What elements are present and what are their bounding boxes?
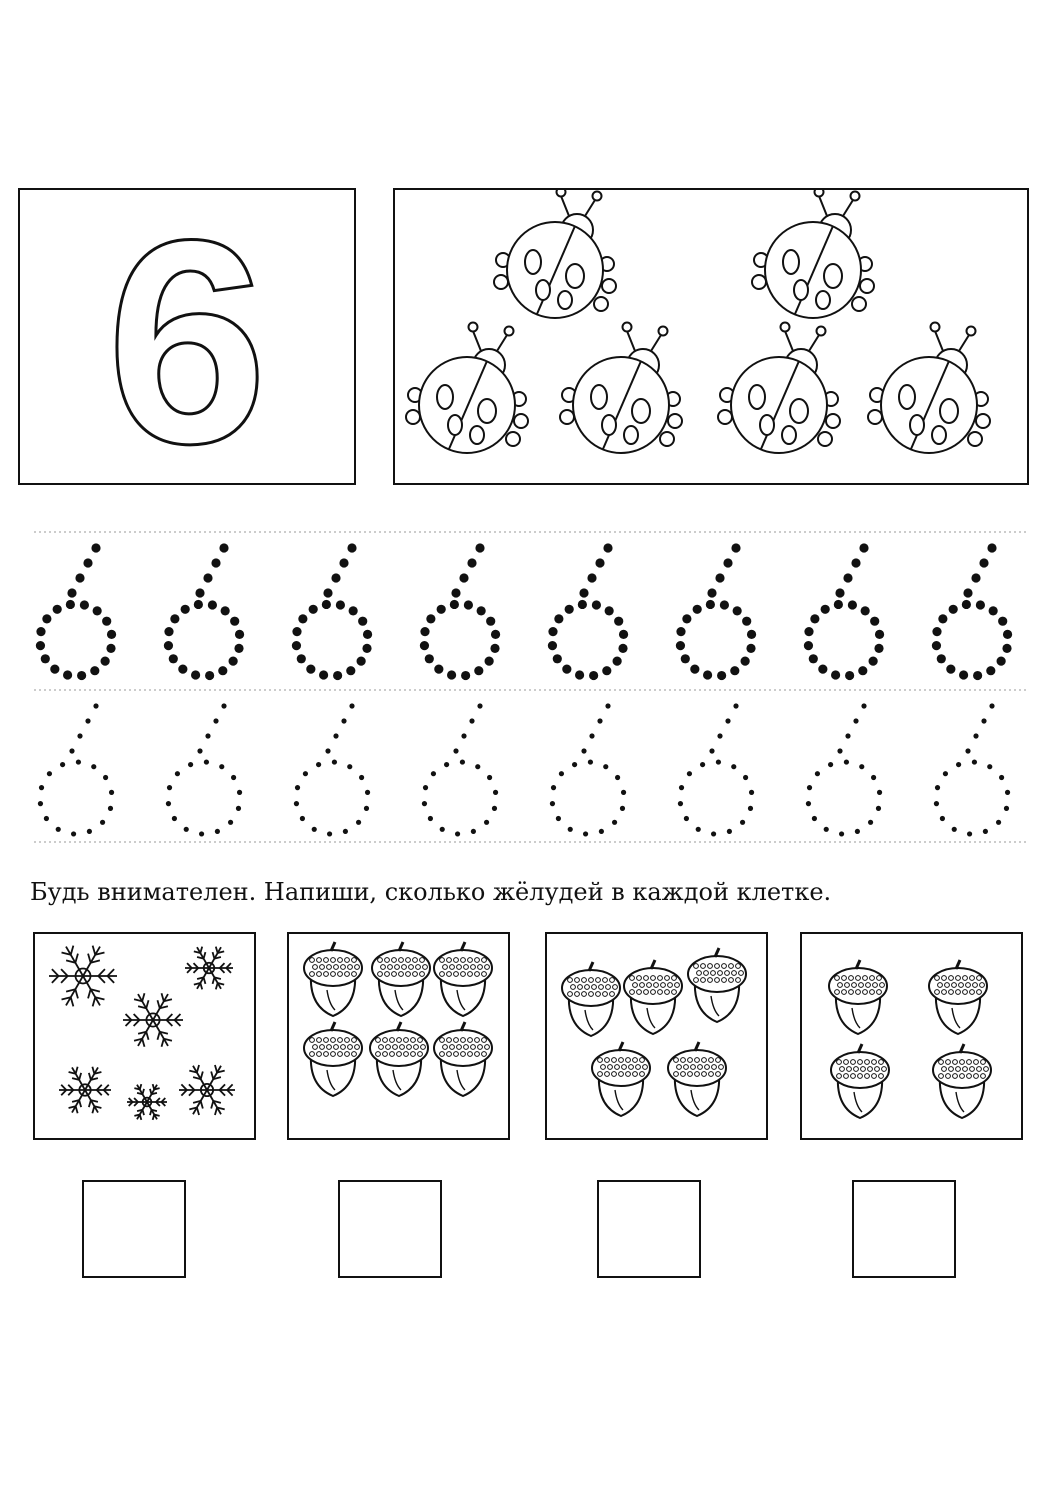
acorn-icon <box>624 960 682 1034</box>
trace-digit-light[interactable] <box>550 703 626 836</box>
trace-digit-bold[interactable] <box>932 543 1012 680</box>
tracing-rows <box>0 520 1050 850</box>
acorn-icon <box>304 942 362 1016</box>
trace-digit-bold[interactable] <box>36 543 116 680</box>
ladybug-group <box>395 190 1027 483</box>
trace-digit-light[interactable] <box>806 703 882 836</box>
snowflake-icon <box>59 1067 111 1113</box>
acorn-group <box>289 934 508 1138</box>
ladybug-icon <box>718 323 840 454</box>
acorn-icon <box>372 942 430 1016</box>
trace-digit-bold[interactable] <box>420 543 500 680</box>
answer-box-4[interactable] <box>852 1180 956 1278</box>
ladybug-icon <box>752 190 874 318</box>
trace-digit-light[interactable] <box>166 703 242 836</box>
ladybug-icon <box>494 190 616 318</box>
trace-digit-bold[interactable] <box>548 543 628 680</box>
answer-box-3[interactable] <box>597 1180 701 1278</box>
trace-digit-light[interactable] <box>422 703 498 836</box>
ladybug-panel <box>393 188 1029 485</box>
task-instruction: Будь внимателен. Напиши, сколько жёлудей в каждой клетке. <box>30 878 832 906</box>
acorn-icon <box>434 1022 492 1096</box>
acorn-icon <box>933 1044 991 1118</box>
trace-digit-light[interactable] <box>678 703 754 836</box>
count-cell-snowflakes <box>33 932 256 1140</box>
trace-digit-light[interactable] <box>934 703 1010 836</box>
acorn-icon <box>434 942 492 1016</box>
acorn-icon <box>688 948 746 1022</box>
numeral-graphic <box>20 190 354 483</box>
big-numeral: 6 <box>106 190 268 483</box>
snowflake-icon <box>123 993 183 1047</box>
count-cell-acorns-4 <box>800 932 1023 1140</box>
acorn-icon <box>831 1044 889 1118</box>
snowflake-group <box>35 934 254 1138</box>
snowflake-icon <box>49 946 117 1007</box>
acorn-icon <box>370 1022 428 1096</box>
acorn-icon <box>304 1022 362 1096</box>
trace-digit-light[interactable] <box>38 703 114 836</box>
acorn-icon <box>929 960 987 1034</box>
ladybug-icon <box>406 323 528 454</box>
acorn-icon <box>829 960 887 1034</box>
trace-digit-bold[interactable] <box>164 543 244 680</box>
acorn-icon <box>562 962 620 1036</box>
answer-box-2[interactable] <box>338 1180 442 1278</box>
snowflake-icon <box>127 1084 167 1120</box>
count-cell-acorns-6 <box>287 932 510 1140</box>
answer-box-1[interactable] <box>82 1180 186 1278</box>
acorn-icon <box>668 1042 726 1116</box>
trace-digit-bold[interactable] <box>676 543 756 680</box>
ladybug-icon <box>560 323 682 454</box>
numeral-panel <box>18 188 356 485</box>
trace-digit-bold[interactable] <box>292 543 372 680</box>
trace-digit-light[interactable] <box>294 703 370 836</box>
snowflake-icon <box>185 947 233 990</box>
acorn-icon <box>592 1042 650 1116</box>
acorn-group <box>802 934 1021 1138</box>
tracing-area <box>0 520 1050 850</box>
acorn-group <box>547 934 766 1138</box>
count-cell-acorns-5 <box>545 932 768 1140</box>
snowflake-icon <box>179 1065 235 1115</box>
trace-digit-bold[interactable] <box>804 543 884 680</box>
ladybug-icon <box>868 323 990 454</box>
